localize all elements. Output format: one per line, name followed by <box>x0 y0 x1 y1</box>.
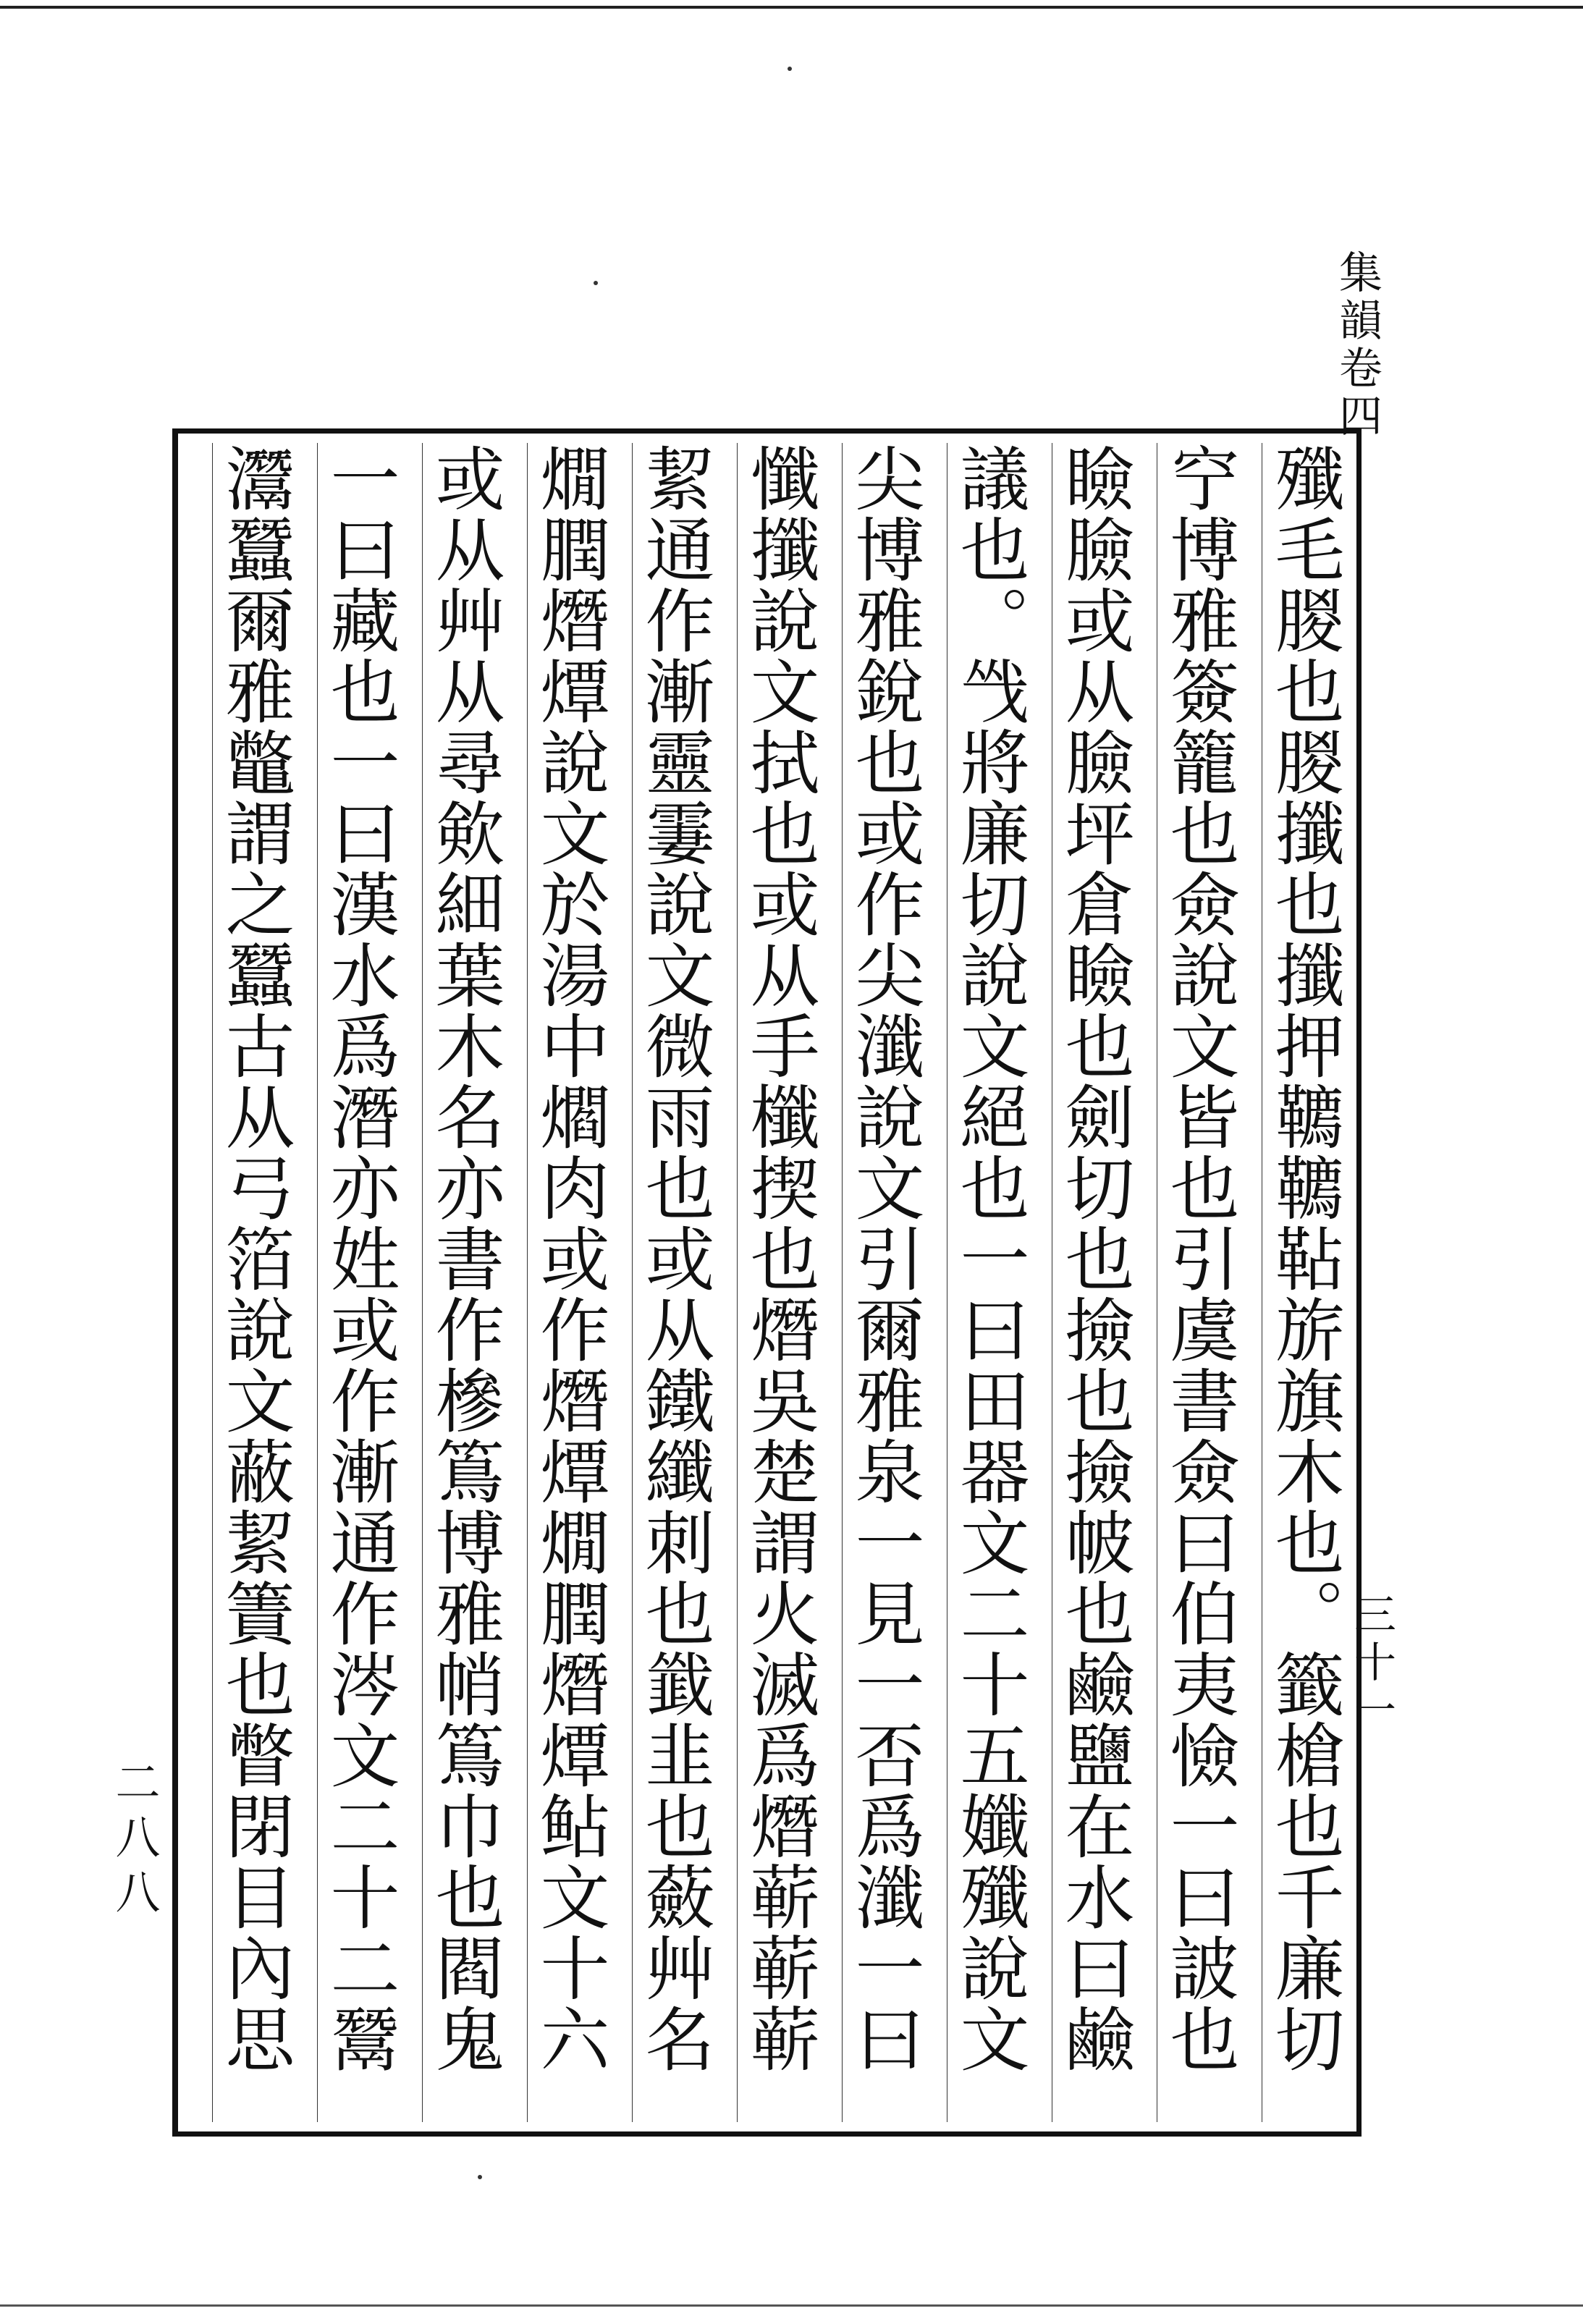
leaf-number: 三十一 <box>1347 1592 1396 1736</box>
text-column: 䆑博雅簽籠也僉說文皆也引虞書僉曰伯夷憸一曰詖也 <box>1157 443 1242 2122</box>
text-column: 懺攕說文拭也或从手櫼揳也熸吳楚謂火滅爲熸蕲蕲蕲 <box>737 443 822 2122</box>
top-rule <box>0 6 1583 9</box>
text-column: 尖博雅銳也或作尖瀸說文引爾雅泉一見一否爲瀸一曰 <box>842 443 927 2122</box>
text-block <box>187 443 1347 2122</box>
text-column: 議也。㦰將廉切說文絕也一曰田器文二十五孅殲說文 <box>947 443 1032 2122</box>
text-column: 灊蠶爾雅鼈謂之蠶古从弓箔說文蔽絜簀也瞥閉目內思 <box>212 443 297 2122</box>
text-column: 或从艸从尋㰸細葉木名亦書作槮䉆博雅帩䉆巾也閻鬼 <box>422 443 507 2122</box>
scan-speck <box>594 281 598 285</box>
text-column: 瞼臉或从臉坪倉瞼也劍切也撿也撿帔也鹼鹽在水曰鹼 <box>1052 443 1137 2122</box>
scan-speck <box>788 67 792 71</box>
text-column: 絜通作漸靈霋說文微雨也或从鐵纖刺也韱韭也蘞艸名 <box>632 443 717 2122</box>
text-column: 一曰藏也一曰漢水爲潛亦姓或作漸通作涔文二十二鬵 <box>317 443 402 2122</box>
page-number: 二八八 <box>108 1759 161 1924</box>
text-column: 殲毛朡也朡攕也攕押韀韀䩞旂旗木也。籤槍也千廉切 <box>1262 443 1347 2122</box>
scan-speck <box>478 2175 482 2179</box>
text-column: 燗膶熸燂說文於湯中爓肉或作熸燂燗膶熸燂鲇文十六 <box>527 443 612 2122</box>
bottom-rule <box>0 2304 1583 2307</box>
book-title: 集韻卷四 <box>1332 250 1383 441</box>
